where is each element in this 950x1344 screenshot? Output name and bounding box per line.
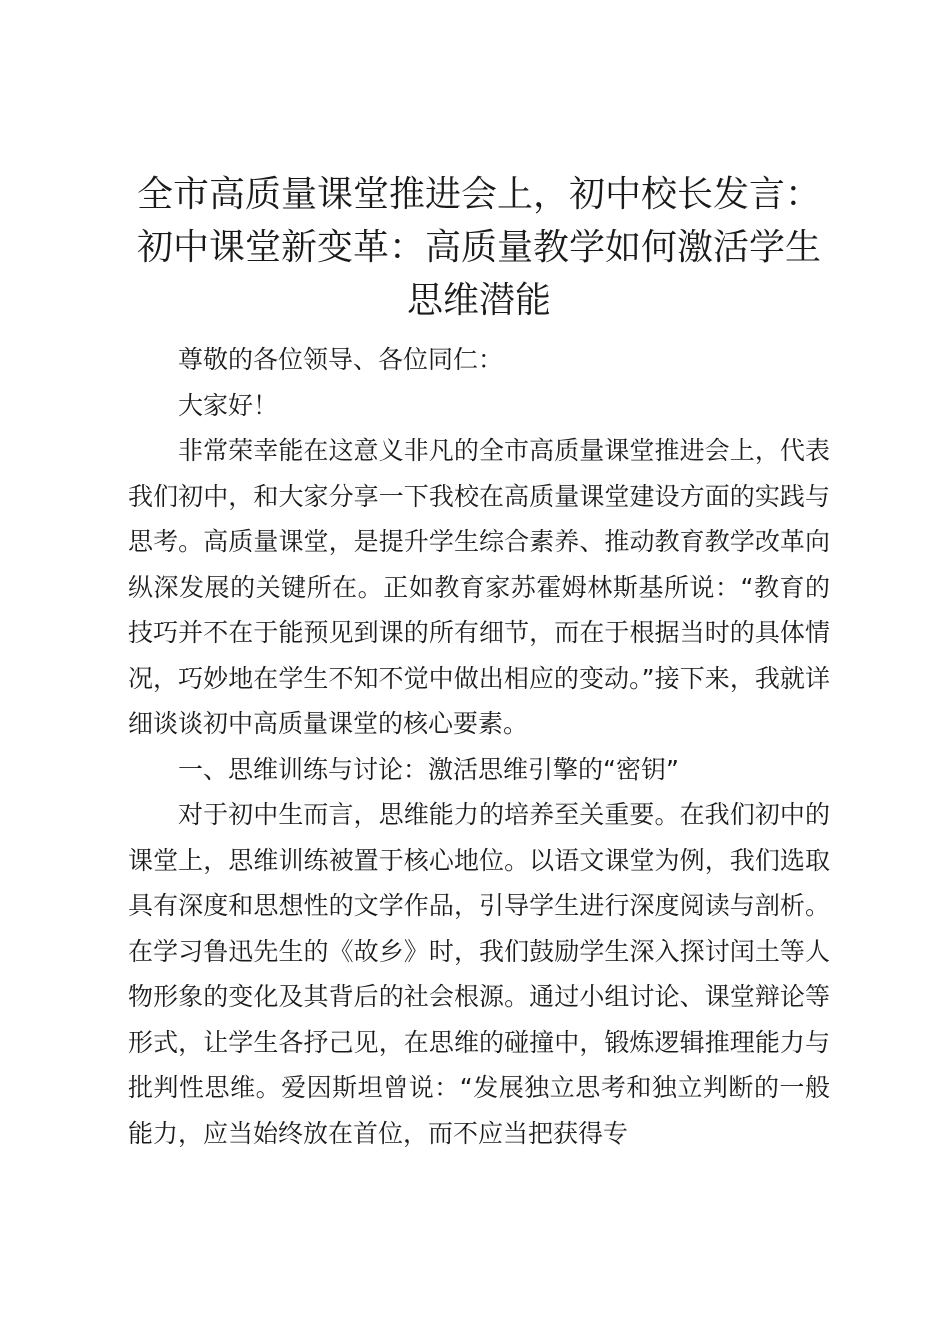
document-body [128, 337, 830, 1156]
greeting: 大家好！ [178, 390, 279, 420]
section-heading: 一、思维训练与讨论：激活思维引擎的“密钥” [178, 754, 679, 784]
intro-paragraph: 非常荣幸能在这意义非凡的全市高质量课堂推进会上，代表我们初中，和大家分享一下我校在高质量课堂建设方面的实践与思考。高质量课堂，是提升学生综合素养、推动教育教学改革向纵深发展的关键所在。正如教育家苏霍姆林斯基所说：“教育的技巧并不在于能预见到课的所有细节，而在于根据当时的具体情况，巧妙地在学生不知不觉中做出相应的变动。”接下来，我就详细谈谈初中高质量课堂的核心要素。 [128, 436, 830, 738]
body-paragraph: 对于初中生而言，思维能力的培养至关重要。在我们初中的课堂上，思维训练被置于核心地位。以语文课堂为例，我们选取具有深度和思想性的文学作品，引导学生进行深度阅读与剖析。在学习鲁迅先生的《故乡》时，我们鼓励学生深入探讨闰土等人物形象的变化及其背后的社会根源。通过小组讨论、课堂辩论等形式，让学生各抒己见，在思维的碰撞中，锻炼逻辑推理能力与批判性思维。爱因斯坦曾说：“发展独立思考和独立判断的一般能力，应当始终放在首位，而不应当把获得专 [128, 800, 830, 1148]
document-title: 全市高质量课堂推进会上，初中校长发言：初中课堂新变革：高质量教学如何激活学生思维潜能 [136, 174, 821, 321]
document-page [128, 168, 830, 1156]
salutation: 尊敬的各位领导、各位同仁： [178, 345, 504, 374]
